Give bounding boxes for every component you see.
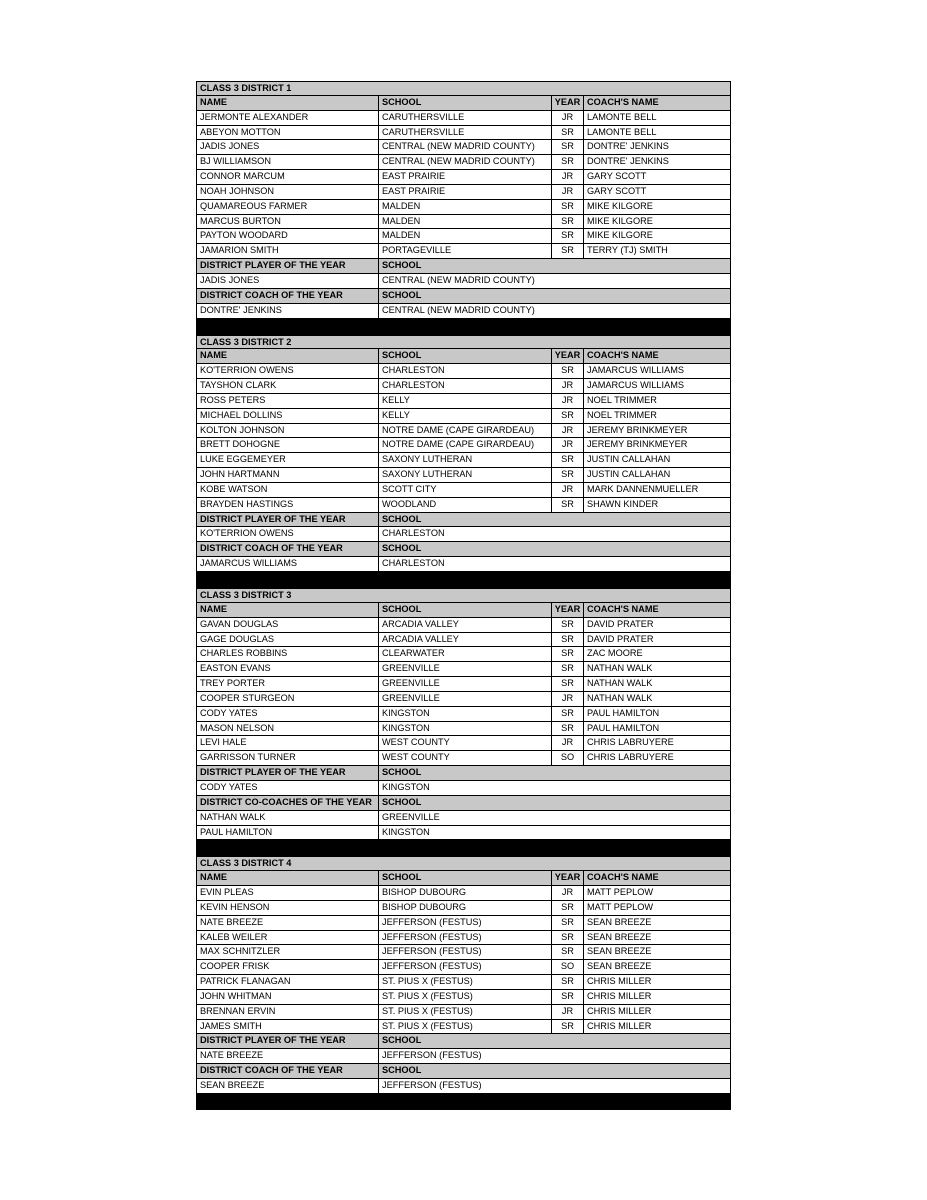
player-school: KELLY [378,409,551,423]
separator-bar [196,1094,731,1109]
player-school: ST. PIUS X (FESTUS) [378,990,551,1004]
player-school: GREENVILLE [378,662,551,676]
player-row [196,1005,731,1020]
player-school: CENTRAL (NEW MADRID COUNTY) [378,140,551,154]
player-school: CHARLESTON [378,364,551,378]
award-winner-name: NATHAN WALK [196,811,378,825]
player-name: PAYTON WOODARD [196,229,378,243]
player-year: SR [551,647,583,661]
player-year: JR [551,483,583,497]
player-name: KEVIN HENSON [196,901,378,915]
player-coach: TERRY (TJ) SMITH [583,244,731,258]
player-row [196,901,731,916]
player-name: GARRISSON TURNER [196,751,378,765]
player-name: COOPER FRISK [196,960,378,974]
award-label: DISTRICT COACH OF THE YEAR [196,289,378,303]
player-name: CONNOR MARCUM [196,170,378,184]
player-coach: LAMONTE BELL [583,126,731,140]
player-year: SR [551,677,583,691]
player-year: SR [551,722,583,736]
player-coach: DONTRE' JENKINS [583,140,731,154]
player-year: SR [551,618,583,632]
column-header-row [196,871,731,886]
header-name: NAME [196,603,378,617]
player-coach: LAMONTE BELL [583,111,731,125]
award-header-row [196,513,731,528]
player-coach: JUSTIN CALLAHAN [583,453,731,467]
player-row [196,170,731,185]
player-name: ROSS PETERS [196,394,378,408]
player-name: CODY YATES [196,707,378,721]
award-label: DISTRICT PLAYER OF THE YEAR [196,513,378,527]
award-winner-school: CENTRAL (NEW MADRID COUNTY) [378,304,731,318]
player-school: MALDEN [378,215,551,229]
header-year: YEAR [551,96,583,110]
player-coach: SEAN BREEZE [583,960,731,974]
separator-bar [196,572,731,587]
player-year: SO [551,960,583,974]
player-coach: MATT PEPLOW [583,901,731,915]
player-coach: MIKE KILGORE [583,200,731,214]
player-name: LEVI HALE [196,736,378,750]
award-winner-school: JEFFERSON (FESTUS) [378,1049,731,1063]
player-school: NOTRE DAME (CAPE GIRARDEAU) [378,438,551,452]
player-year: JR [551,170,583,184]
award-label: DISTRICT PLAYER OF THE YEAR [196,1034,378,1048]
district-title: CLASS 3 DISTRICT 4 [196,857,731,870]
player-coach: NOEL TRIMMER [583,409,731,423]
district-separator [196,319,731,335]
player-name: LUKE EGGEMEYER [196,453,378,467]
player-year: SR [551,990,583,1004]
player-school: GREENVILLE [378,692,551,706]
player-row [196,498,731,513]
player-school: BISHOP DUBOURG [378,886,551,900]
player-row [196,618,731,633]
player-year: SR [551,1020,583,1034]
player-name: KOLTON JOHNSON [196,424,378,438]
award-winner-row [196,811,731,826]
award-winner-name: NATE BREEZE [196,1049,378,1063]
award-winner-school: CHARLESTON [378,557,731,571]
player-row [196,438,731,453]
header-name: NAME [196,871,378,885]
player-name: BRETT DOHOGNE [196,438,378,452]
player-year: JR [551,736,583,750]
award-winner-row [196,781,731,796]
header-name: NAME [196,349,378,363]
player-name: TAYSHON CLARK [196,379,378,393]
player-school: ARCADIA VALLEY [378,633,551,647]
player-coach: CHRIS MILLER [583,990,731,1004]
player-coach: JUSTIN CALLAHAN [583,468,731,482]
all-district-sheet [196,81,731,1110]
player-school: SCOTT CITY [378,483,551,497]
award-winner-row [196,304,731,319]
player-name: KOBE WATSON [196,483,378,497]
award-winner-school: JEFFERSON (FESTUS) [378,1079,731,1093]
player-name: JAMES SMITH [196,1020,378,1034]
player-name: JOHN WHITMAN [196,990,378,1004]
player-year: SR [551,409,583,423]
player-name: KALEB WEILER [196,931,378,945]
player-coach: DAVID PRATER [583,618,731,632]
player-year: JR [551,692,583,706]
player-school: ARCADIA VALLEY [378,618,551,632]
district-title: CLASS 3 DISTRICT 1 [196,82,731,95]
player-coach: ZAC MOORE [583,647,731,661]
player-name: BRENNAN ERVIN [196,1005,378,1019]
player-coach: MARK DANNENMUELLER [583,483,731,497]
player-name: TREY PORTER [196,677,378,691]
header-coach: COACH'S NAME [583,871,731,885]
award-winner-row [196,527,731,542]
player-year: JR [551,394,583,408]
award-label: DISTRICT CO-COACHES OF THE YEAR [196,796,378,810]
player-school: ST. PIUS X (FESTUS) [378,975,551,989]
player-year: JR [551,111,583,125]
player-name: MICHAEL DOLLINS [196,409,378,423]
player-row [196,975,731,990]
player-name: MAX SCHNITZLER [196,945,378,959]
player-school: SAXONY LUTHERAN [378,453,551,467]
award-winner-row [196,1079,731,1094]
player-name: JERMONTE ALEXANDER [196,111,378,125]
player-year: JR [551,424,583,438]
player-coach: PAUL HAMILTON [583,707,731,721]
player-name: COOPER STURGEON [196,692,378,706]
player-school: JEFFERSON (FESTUS) [378,916,551,930]
player-school: SAXONY LUTHERAN [378,468,551,482]
player-school: CARUTHERSVILLE [378,111,551,125]
player-row [196,140,731,155]
award-school-label: SCHOOL [378,766,731,780]
player-coach: SEAN BREEZE [583,945,731,959]
player-name: GAGE DOUGLAS [196,633,378,647]
award-header-row [196,542,731,557]
separator-bar [196,840,731,855]
player-name: JOHN HARTMANN [196,468,378,482]
player-year: SR [551,662,583,676]
player-coach: DAVID PRATER [583,633,731,647]
player-row [196,229,731,244]
player-coach: CHRIS MILLER [583,1005,731,1019]
award-header-row [196,1064,731,1079]
player-coach: PAUL HAMILTON [583,722,731,736]
player-coach: JEREMY BRINKMEYER [583,424,731,438]
player-name: EVIN PLEAS [196,886,378,900]
player-name: MARCUS BURTON [196,215,378,229]
player-school: MALDEN [378,200,551,214]
player-year: SR [551,633,583,647]
player-school: WOODLAND [378,498,551,512]
player-coach: MIKE KILGORE [583,215,731,229]
award-school-label: SCHOOL [378,1034,731,1048]
player-year: SR [551,931,583,945]
award-winner-name: DONTRE' JENKINS [196,304,378,318]
player-row [196,364,731,379]
player-name: BRAYDEN HASTINGS [196,498,378,512]
player-row [196,722,731,737]
award-label: DISTRICT PLAYER OF THE YEAR [196,259,378,273]
player-year: JR [551,1005,583,1019]
player-school: JEFFERSON (FESTUS) [378,960,551,974]
player-name: NATE BREEZE [196,916,378,930]
player-row [196,468,731,483]
award-header-row [196,796,731,811]
player-year: SR [551,229,583,243]
player-school: KINGSTON [378,707,551,721]
player-row [196,886,731,901]
player-year: SR [551,707,583,721]
player-row [196,945,731,960]
player-coach: CHRIS LABRUYERE [583,736,731,750]
player-year: SR [551,498,583,512]
player-year: JR [551,379,583,393]
player-school: ST. PIUS X (FESTUS) [378,1005,551,1019]
player-coach: MIKE KILGORE [583,229,731,243]
award-winner-name: JAMARCUS WILLIAMS [196,557,378,571]
player-year: SR [551,126,583,140]
player-year: SR [551,453,583,467]
player-row [196,379,731,394]
award-school-label: SCHOOL [378,1064,731,1078]
player-coach: SHAWN KINDER [583,498,731,512]
player-name: BJ WILLIAMSON [196,155,378,169]
player-coach: NATHAN WALK [583,677,731,691]
award-school-label: SCHOOL [378,289,731,303]
column-header-row [196,349,731,364]
district-separator [196,840,731,856]
player-year: SR [551,468,583,482]
district-separator [196,572,731,588]
player-coach: SEAN BREEZE [583,916,731,930]
player-row [196,960,731,975]
player-year: SR [551,945,583,959]
player-row [196,126,731,141]
district-title: CLASS 3 DISTRICT 3 [196,589,731,602]
player-school: PORTAGEVILLE [378,244,551,258]
player-coach: SEAN BREEZE [583,931,731,945]
player-row [196,424,731,439]
player-year: SR [551,364,583,378]
award-header-row [196,289,731,304]
player-school: JEFFERSON (FESTUS) [378,945,551,959]
award-winner-school: CENTRAL (NEW MADRID COUNTY) [378,274,731,288]
player-row [196,707,731,722]
player-school: WEST COUNTY [378,736,551,750]
award-winner-name: CODY YATES [196,781,378,795]
player-year: SR [551,244,583,258]
header-name: NAME [196,96,378,110]
district-title-row [196,588,731,603]
award-winner-row [196,274,731,289]
column-header-row [196,603,731,618]
header-coach: COACH'S NAME [583,603,731,617]
player-coach: CHRIS MILLER [583,1020,731,1034]
player-coach: GARY SCOTT [583,185,731,199]
award-winner-school: GREENVILLE [378,811,731,825]
player-name: JADIS JONES [196,140,378,154]
player-year: SR [551,215,583,229]
player-school: BISHOP DUBOURG [378,901,551,915]
player-coach: GARY SCOTT [583,170,731,184]
player-row [196,633,731,648]
player-school: CENTRAL (NEW MADRID COUNTY) [378,155,551,169]
header-school: SCHOOL [378,603,551,617]
player-row [196,692,731,707]
player-school: EAST PRAIRIE [378,185,551,199]
player-name: GAVAN DOUGLAS [196,618,378,632]
player-coach: CHRIS MILLER [583,975,731,989]
header-coach: COACH'S NAME [583,96,731,110]
award-header-row [196,1034,731,1049]
player-school: ST. PIUS X (FESTUS) [378,1020,551,1034]
player-name: PATRICK FLANAGAN [196,975,378,989]
player-coach: JAMARCUS WILLIAMS [583,364,731,378]
player-year: SR [551,200,583,214]
player-school: NOTRE DAME (CAPE GIRARDEAU) [378,424,551,438]
header-year: YEAR [551,349,583,363]
header-year: YEAR [551,603,583,617]
award-winner-school: KINGSTON [378,781,731,795]
award-winner-name: KO'TERRION OWENS [196,527,378,541]
player-year: JR [551,185,583,199]
player-row [196,200,731,215]
player-row [196,394,731,409]
player-row [196,751,731,766]
award-label: DISTRICT COACH OF THE YEAR [196,1064,378,1078]
player-name: EASTON EVANS [196,662,378,676]
award-winner-row [196,826,731,841]
player-coach: NATHAN WALK [583,692,731,706]
player-school: CHARLESTON [378,379,551,393]
award-winner-school: KINGSTON [378,826,731,840]
player-row [196,111,731,126]
player-row [196,244,731,259]
award-header-row [196,259,731,274]
player-coach: JAMARCUS WILLIAMS [583,379,731,393]
player-name: JAMARION SMITH [196,244,378,258]
header-school: SCHOOL [378,871,551,885]
player-school: JEFFERSON (FESTUS) [378,931,551,945]
player-school: GREENVILLE [378,677,551,691]
player-row [196,409,731,424]
award-school-label: SCHOOL [378,259,731,273]
player-row [196,990,731,1005]
player-row [196,677,731,692]
player-year: JR [551,886,583,900]
player-name: QUAMAREOUS FARMER [196,200,378,214]
award-winner-name: PAUL HAMILTON [196,826,378,840]
award-school-label: SCHOOL [378,542,731,556]
player-name: CHARLES ROBBINS [196,647,378,661]
award-school-label: SCHOOL [378,513,731,527]
award-school-label: SCHOOL [378,796,731,810]
player-school: EAST PRAIRIE [378,170,551,184]
award-label: DISTRICT COACH OF THE YEAR [196,542,378,556]
player-row [196,453,731,468]
district-title-row [196,335,731,350]
player-row [196,916,731,931]
player-year: SR [551,901,583,915]
player-coach: NOEL TRIMMER [583,394,731,408]
player-row [196,931,731,946]
district-title: CLASS 3 DISTRICT 2 [196,336,731,349]
player-row [196,215,731,230]
award-winner-school: CHARLESTON [378,527,731,541]
award-label: DISTRICT PLAYER OF THE YEAR [196,766,378,780]
player-year: SR [551,975,583,989]
column-header-row [196,96,731,111]
player-row [196,1020,731,1035]
player-coach: MATT PEPLOW [583,886,731,900]
player-row [196,185,731,200]
player-year: SO [551,751,583,765]
player-name: NOAH JOHNSON [196,185,378,199]
player-school: KELLY [378,394,551,408]
header-school: SCHOOL [378,349,551,363]
player-name: ABEYON MOTTON [196,126,378,140]
player-year: SR [551,155,583,169]
header-year: YEAR [551,871,583,885]
award-winner-name: SEAN BREEZE [196,1079,378,1093]
player-row [196,662,731,677]
player-school: CLEARWATER [378,647,551,661]
player-school: KINGSTON [378,722,551,736]
award-winner-row [196,557,731,572]
award-winner-row [196,1049,731,1064]
player-school: CARUTHERSVILLE [378,126,551,140]
district-separator [196,1094,731,1110]
player-name: MASON NELSON [196,722,378,736]
player-year: SR [551,140,583,154]
player-coach: JEREMY BRINKMEYER [583,438,731,452]
player-name: KO'TERRION OWENS [196,364,378,378]
separator-bar [196,319,731,334]
district-title-row [196,856,731,871]
player-row [196,647,731,662]
player-year: JR [551,438,583,452]
player-year: SR [551,916,583,930]
award-winner-name: JADIS JONES [196,274,378,288]
player-row [196,483,731,498]
player-row [196,736,731,751]
player-coach: DONTRE' JENKINS [583,155,731,169]
player-school: MALDEN [378,229,551,243]
award-header-row [196,766,731,781]
player-school: WEST COUNTY [378,751,551,765]
player-coach: CHRIS LABRUYERE [583,751,731,765]
header-school: SCHOOL [378,96,551,110]
header-coach: COACH'S NAME [583,349,731,363]
player-coach: NATHAN WALK [583,662,731,676]
district-title-row [196,81,731,96]
player-row [196,155,731,170]
